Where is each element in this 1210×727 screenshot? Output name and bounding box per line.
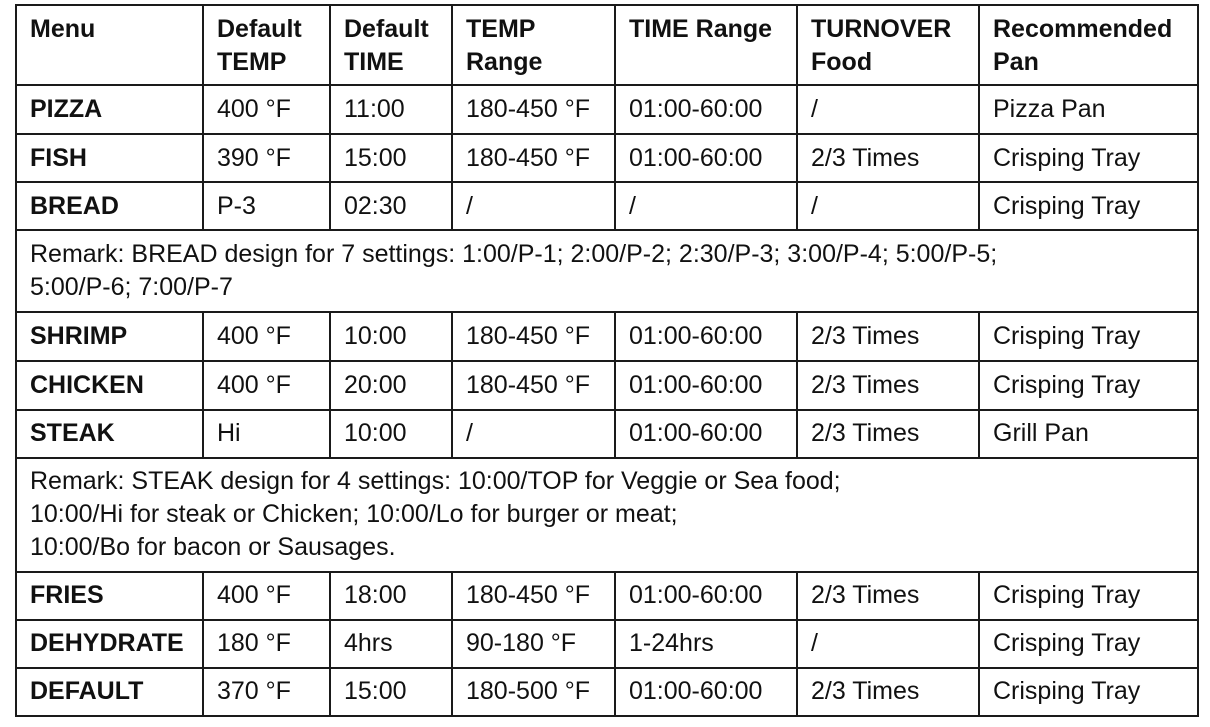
table-row <box>16 134 1198 182</box>
remark-line: Remark: STEAK design for 4 settings: 10:00/TOP for Veggie or Sea food; <box>30 467 841 496</box>
cell-default-temp: 400 °F <box>203 85 330 134</box>
cell-turnover-food: 2/3 Times <box>797 668 979 716</box>
cell-menu: CHICKEN <box>16 361 203 409</box>
cell-turnover-food: 2/3 Times <box>797 134 979 182</box>
cell-default-time: 18:00 <box>330 572 452 620</box>
remark-line: Remark: BREAD design for 7 settings: 1:00/P-1; 2:00/P-2; 2:30/P-3; 3:00/P-4; 5:00/P-5; <box>30 240 998 269</box>
cell-default-temp: 400 °F <box>203 361 330 409</box>
cell-time-range: 01:00-60:00 <box>615 134 797 182</box>
cell-time-range: 01:00-60:00 <box>615 361 797 409</box>
header-turnover-food: TURNOVER Food <box>797 5 979 85</box>
cell-recommended-pan: Crisping Tray <box>979 361 1198 409</box>
cell-menu: FISH <box>16 134 203 182</box>
cell-recommended-pan: Crisping Tray <box>979 668 1198 716</box>
cell-default-time: 15:00 <box>330 134 452 182</box>
cell-default-temp: 390 °F <box>203 134 330 182</box>
cell-default-temp: P-3 <box>203 182 330 230</box>
table-row <box>16 572 1198 620</box>
cell-temp-range: / <box>452 182 615 230</box>
cell-temp-range: 90-180 °F <box>452 620 615 668</box>
cell-recommended-pan: Crisping Tray <box>979 134 1198 182</box>
header-menu: Menu <box>16 5 203 85</box>
cell-default-temp: 400 °F <box>203 312 330 361</box>
table-row <box>16 410 1198 458</box>
remark-line: 10:00/Hi for steak or Chicken; 10:00/Lo for burger or meat; <box>30 500 678 529</box>
cell-default-temp: 370 °F <box>203 668 330 716</box>
cell-recommended-pan: Crisping Tray <box>979 620 1198 668</box>
cell-menu: FRIES <box>16 572 203 620</box>
cell-default-temp: Hi <box>203 410 330 458</box>
remark-cell <box>16 230 1198 312</box>
cell-recommended-pan: Pizza Pan <box>979 85 1198 134</box>
cell-default-time: 11:00 <box>330 85 452 134</box>
cell-time-range: 01:00-60:00 <box>615 85 797 134</box>
cell-default-time: 10:00 <box>330 410 452 458</box>
table-row <box>16 668 1198 716</box>
cell-turnover-food: 2/3 Times <box>797 410 979 458</box>
cell-turnover-food: 2/3 Times <box>797 361 979 409</box>
cell-time-range: 01:00-60:00 <box>615 668 797 716</box>
cell-menu: PIZZA <box>16 85 203 134</box>
cell-recommended-pan: Crisping Tray <box>979 182 1198 230</box>
cell-default-time: 20:00 <box>330 361 452 409</box>
cooking-menu-table <box>15 4 1199 717</box>
remark-row <box>16 458 1198 572</box>
table-row <box>16 182 1198 230</box>
table-row <box>16 620 1198 668</box>
header-temp-range: TEMP Range <box>452 5 615 85</box>
remark-line: 5:00/P-6; 7:00/P-7 <box>30 273 233 302</box>
header-time-range: TIME Range <box>615 5 797 85</box>
cell-turnover-food: / <box>797 182 979 230</box>
cell-recommended-pan: Crisping Tray <box>979 572 1198 620</box>
cell-default-temp: 400 °F <box>203 572 330 620</box>
cell-default-temp: 180 °F <box>203 620 330 668</box>
cell-turnover-food: / <box>797 85 979 134</box>
cell-menu: DEFAULT <box>16 668 203 716</box>
header-row <box>16 5 1198 85</box>
cell-temp-range: 180-450 °F <box>452 361 615 409</box>
cell-default-time: 10:00 <box>330 312 452 361</box>
cell-default-time: 4hrs <box>330 620 452 668</box>
header-recommended-pan: Recommended Pan <box>979 5 1198 85</box>
header-default-time: Default TIME <box>330 5 452 85</box>
cell-time-range: 01:00-60:00 <box>615 572 797 620</box>
remark-cell <box>16 458 1198 572</box>
cell-menu: DEHYDRATE <box>16 620 203 668</box>
cell-menu: SHRIMP <box>16 312 203 361</box>
cell-default-time: 02:30 <box>330 182 452 230</box>
cell-menu: STEAK <box>16 410 203 458</box>
cell-temp-range: 180-500 °F <box>452 668 615 716</box>
cell-recommended-pan: Crisping Tray <box>979 312 1198 361</box>
remark-line: 10:00/Bo for bacon or Sausages. <box>30 533 396 562</box>
table-row <box>16 85 1198 134</box>
cell-turnover-food: 2/3 Times <box>797 572 979 620</box>
table-row <box>16 312 1198 361</box>
cell-time-range: / <box>615 182 797 230</box>
header-default-temp: Default TEMP <box>203 5 330 85</box>
cell-temp-range: / <box>452 410 615 458</box>
cell-recommended-pan: Grill Pan <box>979 410 1198 458</box>
cell-turnover-food: / <box>797 620 979 668</box>
cell-temp-range: 180-450 °F <box>452 312 615 361</box>
remark-row <box>16 230 1198 312</box>
table-row <box>16 361 1198 409</box>
cell-temp-range: 180-450 °F <box>452 572 615 620</box>
cell-time-range: 1-24hrs <box>615 620 797 668</box>
cell-turnover-food: 2/3 Times <box>797 312 979 361</box>
cell-default-time: 15:00 <box>330 668 452 716</box>
cell-temp-range: 180-450 °F <box>452 134 615 182</box>
cell-menu: BREAD <box>16 182 203 230</box>
cell-time-range: 01:00-60:00 <box>615 410 797 458</box>
cell-time-range: 01:00-60:00 <box>615 312 797 361</box>
cell-temp-range: 180-450 °F <box>452 85 615 134</box>
